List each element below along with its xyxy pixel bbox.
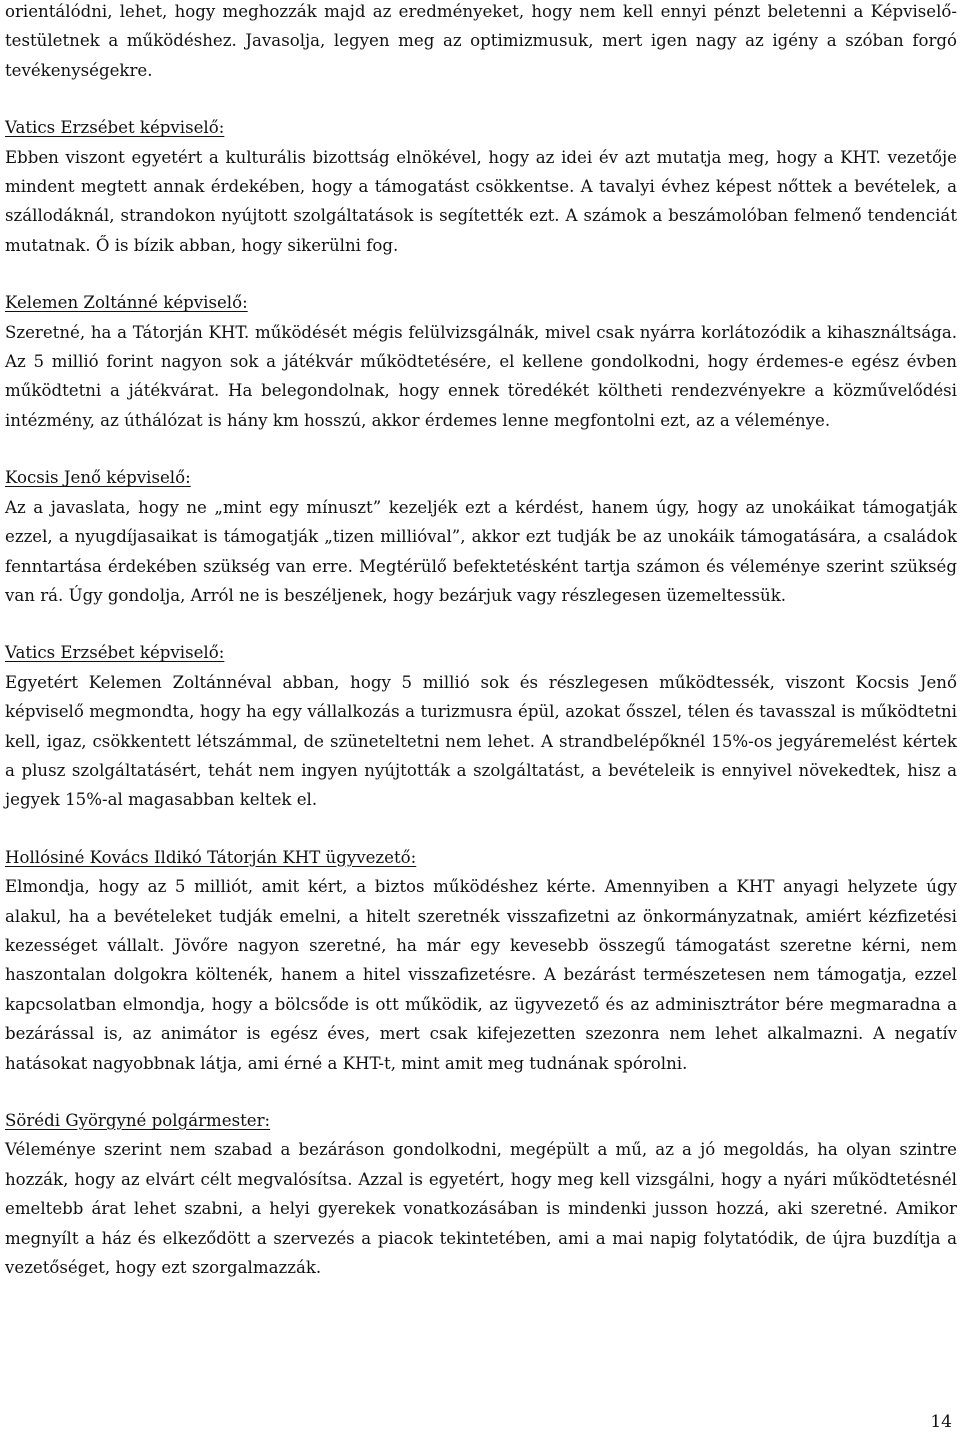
speaker-name: Vatics Erzsébet képviselő: xyxy=(5,643,225,663)
speech-paragraph: Elmondja, hogy az 5 milliót, amit kért, a biztos működéshez kérte. Amennyiben a KHT anyagi helyzete úgy alakul, ha a bevételeket tudják emelni, a hitelt szeretnék visszafizetni az önkormányzatnak, amiért kézfizetési kezességet vállalt. Jövőre nagyon szeretné, ha már egy kevesebb összegű támogatást szeretne kérni, nem haszontalan dolgokra költenék, hanem a hitel visszafizetésre. A bezárást természetesen nem támogatja, ezzel kapcsolatban elmondja, hogy a bölcsőde is ott működik, az ügyvezető és az adminisztrátor bére megmaradna a bezárással is, az animátor is egész éves, mert csak kifejezetten szezonra nem lehet alkalmazni. A negatív hatásokat nagyobbnak látja, ami érné a KHT-t, mint amit meg tudnának spórolni. xyxy=(5,877,957,1073)
speech-paragraph: Szeretné, ha a Tátorján KHT. működését mégis felülvizsgálnák, mivel csak nyárra korlátozódik a kihasználtsága. Az 5 millió forint nagyon sok a játékvár működtetésére, el kellene gondolkodni, hogy érdemes-e egész évben működtetni a játékvárat. Ha belegondolnak, hogy ennek töredékét költheti rendezvényekre a közművelődési intézmény, az úthálózat is hány km hosszú, akkor érdemes lenne megfontolni ezt, az a véleménye. xyxy=(5,322,957,430)
speaker-heading xyxy=(5,463,957,492)
speaker-heading xyxy=(5,288,957,317)
speaker-heading xyxy=(5,113,957,142)
speaker-heading xyxy=(5,1106,957,1135)
speech-section xyxy=(5,113,957,260)
speaker-name: Sörédi Györgyné polgármester: xyxy=(5,1111,271,1130)
speech-section xyxy=(5,638,957,814)
speaker-name: Vatics Erzsébet képviselő: xyxy=(5,118,225,138)
speech-section xyxy=(5,288,957,435)
speaker-name: Hollósiné Kovács Ildikó Tátorján KHT ügyvezető: xyxy=(5,847,417,867)
speech-paragraph: Véleménye szerint nem szabad a bezáráson gondolkodni, megépült a mű, az a jó megoldás, ha olyan szintre hozzák, hogy az elvárt célt megvalósítsa. Azzal is egyetért, hogy meg kell vizsgálni, hogy a nyári működtetésnél emeltebb árat lehet szabni, a helyi gyerekek vonatkozásában is mindenki jusson hozzá, aki szeretné. Amikor megnyílt a ház és elkeződött a szervezés a piacok tekintetében, ami a mai napig folytatódik, de újra buzdítja a vezetőséget, hogy ezt szorgalmazzák. xyxy=(5,1140,957,1278)
speaker-name: Kelemen Zoltánné képviselő: xyxy=(5,293,248,313)
speech-section xyxy=(5,463,957,610)
intro-paragraph: orientálódni, lehet, hogy meghozzák majd az eredményeket, hogy nem kell ennyi pénzt beletenni a Képviselő-testületnek a működéshez. Javasolja, legyen meg az optimizmusuk, mert igen nagy az igény a szóban forgó tevékenységekre. xyxy=(5,2,957,80)
speaker-heading xyxy=(5,843,957,872)
speech-section xyxy=(5,843,957,1078)
page-number: 14 xyxy=(930,1412,952,1432)
speech-paragraph: Ebben viszont egyetért a kulturális bizottság elnökével, hogy az idei év azt mutatja meg, hogy a KHT. vezetője mindent megtett annak érdekében, hogy a támogatást csökkentse. A tavalyi évhez képest nőttek a bevételek, a szállodáknál, strandokon nyújtott szolgáltatások is segítették ezt. A számok a beszámolóban felmenő tendenciát mutatnak. Ő is bízik abban, hogy sikerülni fog. xyxy=(5,147,957,255)
speaker-heading xyxy=(5,638,957,667)
speech-section xyxy=(5,1106,957,1282)
speech-paragraph: Az a javaslata, hogy ne „mint egy mínuszt” kezeljék ezt a kérdést, hanem úgy, hogy az unokáikat támogatják ezzel, a nyugdíjasaikat is támogatják „tizen millióval”, akkor ezt tudják be az unokáik támogatására, a családok fenntartása érdekében szükség van erre. Megtérülő befektetésként tartja számon és véleménye szerint szükség van rá. Úgy gondolja, Arról ne is beszéljenek, hogy bezárjuk vagy részlegesen üzemeltessük. xyxy=(5,497,957,605)
speech-paragraph: Egyetért Kelemen Zoltánnéval abban, hogy 5 millió sok és részlegesen működtessék, viszont Kocsis Jenő képviselő megmondta, hogy ha egy vállalkozás a turizmusra épül, azokat ősszel, télen és tavasszal is működtetni kell, igaz, csökkentett létszámmal, de szüneteltetni nem lehet. A strandbelépőknél 15%-os jegyáremelést kértek a plusz szolgáltatásért, tehát nem ingyen nyújtották a szolgáltatást, a bevételeik is ennyivel növekedtek, hisz a jegyek 15%-al magasabban keltek el. xyxy=(5,672,957,810)
document-page xyxy=(5,0,957,1282)
speaker-name: Kocsis Jenő képviselő: xyxy=(5,468,191,488)
